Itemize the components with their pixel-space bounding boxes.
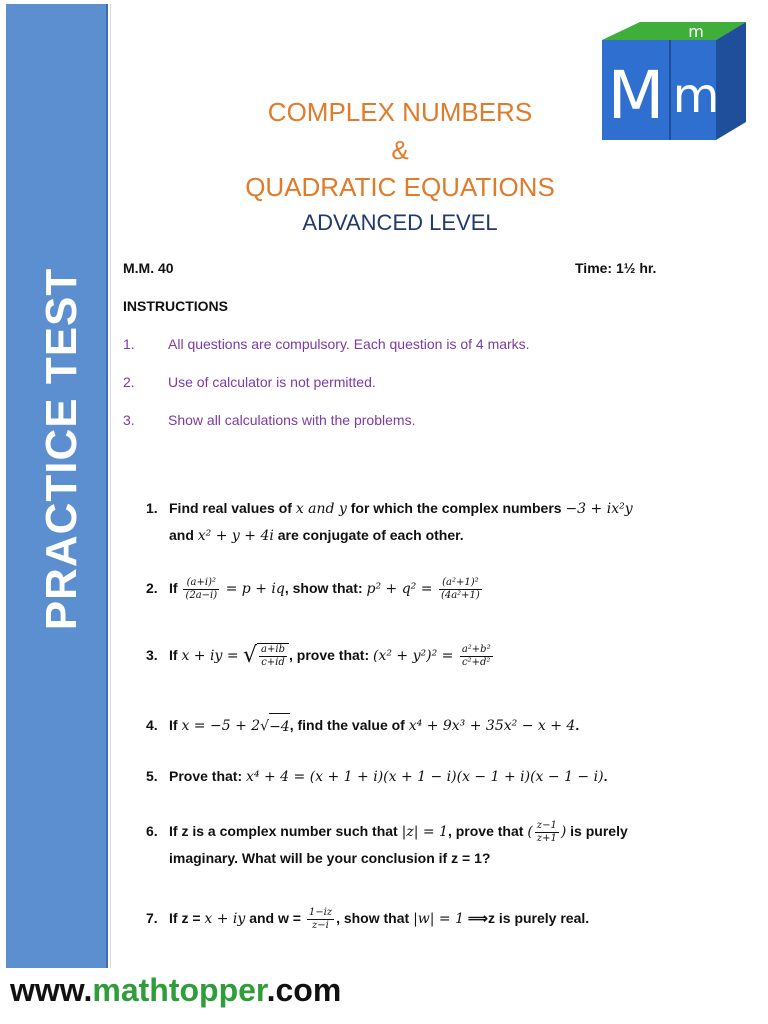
fraction: $\frac{1-iz}{z-i}$ [308, 906, 333, 931]
time-allowed: Time: 1½ hr. [575, 260, 657, 276]
instruction-item: 2. Use of calculator is not permitted. [123, 374, 376, 390]
question-5: 5. Prove that: x⁴ + 4 = (x + 1 + i)(x + 1 − i)(x − 1 + i)(x − 1 − i). [146, 768, 608, 785]
question-4: 4. If x = −5 + 2√−4, find the value of x⁴ + 9x³ + 35x² − x + 4. [146, 712, 706, 740]
fraction: $\frac{\text{(a²+1)²}}{\text{(4a²+1)}}$ [440, 576, 480, 601]
square-root: √−4 [260, 713, 290, 740]
sidebar-banner [6, 4, 108, 968]
subtitle: ADVANCED LEVEL [302, 210, 498, 235]
title-line-1: COMPLEX NUMBERS [267, 97, 533, 127]
title-line-2: & [391, 135, 409, 165]
logo-cube-top-letter: m [688, 22, 704, 41]
instruction-item: 1. All questions are compulsory. Each question is of 4 marks. [123, 336, 530, 352]
fraction: $\frac{a+ib}{c+id}$ [261, 644, 285, 669]
question-1: 1. Find real values of x and y for which the complex numbers −3 + ix²y and x² + y + 4i are conjugate of each other. [146, 500, 633, 544]
question-7: 7. If z = x + iy and w = $\frac{1-iz}{z-i}$ , show that |w| = 1 ⟹z is purely real. [146, 906, 590, 931]
footer-website[interactable]: www.mathtopper.com [10, 972, 342, 1008]
title-line-3: QUADRATIC EQUATIONS [245, 172, 555, 202]
logo-letter-big: M [607, 57, 665, 134]
question-6: 6. If z is a complex number such that |z| = 1, prove that ( $\frac{z-1}{z+1}$ ) is purely imaginary. What will be your conclusion if z = 1? [146, 819, 628, 866]
logo-cube-side [716, 22, 746, 140]
question-2: 2. If $\frac{\text{(a+i)²}}{(2a-i)}$ = p + iq, show that: p² + q² = $\frac{\text{(a²+1)²}}{\text{(4a²+1)}}$ [146, 576, 480, 601]
question-3: 3. If x + iy = √ $\frac{a+ib}{c+id}$ , prove that: (x² + y²)² = $\frac{\text{a²+b²}}{\text{c²+d²}}$ [146, 643, 491, 669]
instruction-item: 3. Show all calculations with the problems. [123, 412, 416, 428]
fraction: $\frac{\text{a²+b²}}{\text{c²+d²}}$ [461, 643, 491, 668]
instructions-heading: INSTRUCTIONS [123, 298, 228, 314]
sidebar-label: PRACTICE TEST [37, 267, 86, 631]
fraction: $\frac{\text{(a+i)²}}{(2a-i)}$ [185, 576, 218, 601]
max-marks: M.M. 40 [123, 260, 174, 276]
fraction: $\frac{z-1}{z+1}$ [536, 819, 557, 844]
logo-letter-small: m [672, 68, 720, 124]
margin-divider [110, 4, 111, 968]
square-root: √ $\frac{a+ib}{c+id}$ [243, 643, 289, 670]
